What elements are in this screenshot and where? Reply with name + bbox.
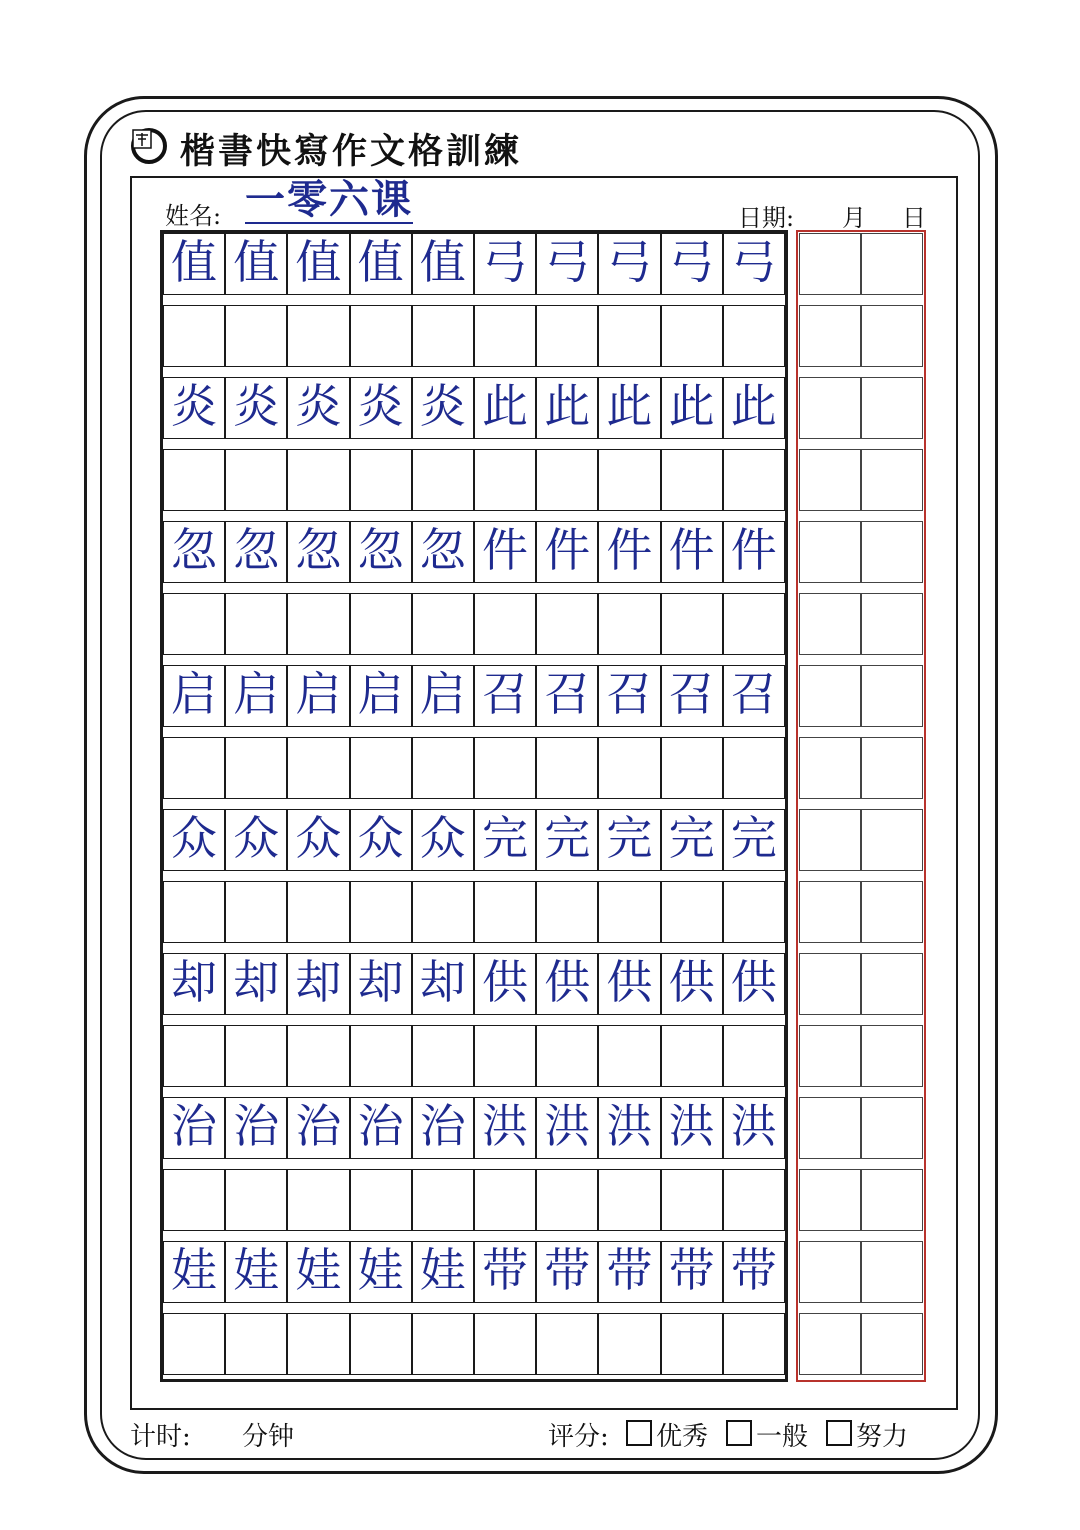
handwritten-character: 带 [668, 1243, 715, 1297]
practice-cell[interactable] [474, 449, 536, 511]
practice-cell[interactable] [723, 737, 785, 799]
practice-cell[interactable] [723, 593, 785, 655]
practice-cell[interactable] [225, 1025, 287, 1087]
practice-cell[interactable] [163, 1313, 225, 1375]
review-cell[interactable] [861, 881, 923, 943]
handwritten-character: 炎 [233, 379, 280, 433]
handwritten-character: 洪 [606, 1099, 653, 1153]
practice-cell[interactable] [536, 305, 598, 367]
handwritten-character: 治 [233, 1099, 280, 1153]
practice-cell[interactable] [287, 737, 349, 799]
handwritten-character: 洪 [544, 1099, 591, 1153]
review-cell[interactable] [799, 665, 861, 727]
rating-checkbox-effort[interactable] [826, 1420, 852, 1446]
practice-cell[interactable] [723, 881, 785, 943]
handwritten-character: 弓 [668, 235, 715, 289]
practice-cell[interactable] [163, 737, 225, 799]
practice-cell[interactable] [412, 1169, 474, 1231]
practice-cell[interactable] [661, 1313, 723, 1375]
review-cell[interactable] [799, 449, 861, 511]
handwritten-character: 完 [544, 811, 591, 865]
handwritten-character: 炎 [357, 379, 404, 433]
handwritten-character: 洪 [730, 1099, 777, 1153]
review-cell[interactable] [799, 593, 861, 655]
practice-cell[interactable] [661, 449, 723, 511]
review-cell[interactable] [799, 1313, 861, 1375]
handwritten-character: 却 [295, 955, 342, 1009]
practice-cell[interactable] [474, 593, 536, 655]
rating-option-excellent: 优秀 [656, 1422, 709, 1452]
review-cell[interactable] [861, 953, 923, 1015]
review-cell[interactable] [799, 1169, 861, 1231]
handwritten-character: 此 [482, 379, 528, 433]
handwritten-character: 治 [357, 1099, 404, 1153]
handwritten-character: 此 [730, 379, 777, 433]
handwritten-character: 带 [730, 1243, 777, 1297]
handwritten-character: 娃 [233, 1243, 280, 1297]
handwritten-character: 完 [668, 811, 715, 865]
minutes-label: 分钟 [242, 1422, 295, 1452]
handwritten-character: 供 [482, 955, 528, 1009]
practice-cell[interactable] [350, 449, 412, 511]
review-cell[interactable] [799, 1025, 861, 1087]
practice-cell[interactable] [598, 1313, 660, 1375]
handwritten-character: 带 [544, 1243, 591, 1297]
practice-cell[interactable] [536, 593, 598, 655]
name-label: 姓名: [165, 202, 222, 230]
practice-cell[interactable] [536, 1169, 598, 1231]
practice-cell[interactable] [598, 881, 660, 943]
practice-cell[interactable] [474, 1313, 536, 1375]
review-cell[interactable] [799, 953, 861, 1015]
handwritten-character: 值 [233, 235, 280, 289]
handwritten-character: 却 [357, 955, 404, 1009]
handwritten-character: 忽 [171, 523, 217, 577]
date-month-label: 月 [842, 204, 866, 232]
handwritten-character: 忽 [419, 523, 466, 577]
practice-cell[interactable] [350, 1313, 412, 1375]
practice-cell[interactable] [350, 881, 412, 943]
practice-cell[interactable] [163, 593, 225, 655]
practice-cell[interactable] [474, 305, 536, 367]
handwritten-character: 件 [606, 523, 653, 577]
practice-cell[interactable] [225, 305, 287, 367]
handwritten-character: 带 [482, 1243, 528, 1297]
practice-cell[interactable] [723, 449, 785, 511]
handwritten-character: 治 [419, 1099, 466, 1153]
handwritten-character: 此 [544, 379, 591, 433]
handwritten-character: 炎 [419, 379, 466, 433]
practice-cell[interactable] [536, 449, 598, 511]
practice-cell[interactable] [536, 1025, 598, 1087]
handwritten-character: 治 [295, 1099, 342, 1153]
practice-cell[interactable] [225, 1169, 287, 1231]
practice-cell[interactable] [723, 1313, 785, 1375]
review-cell[interactable] [799, 377, 861, 439]
handwritten-character: 带 [606, 1243, 653, 1297]
handwritten-character: 众 [419, 811, 466, 865]
handwritten-character: 召 [482, 667, 528, 721]
practice-cell[interactable] [287, 449, 349, 511]
practice-cell[interactable] [723, 1169, 785, 1231]
practice-cell[interactable] [163, 305, 225, 367]
handwritten-character: 娃 [357, 1243, 404, 1297]
practice-cell[interactable] [598, 449, 660, 511]
review-cell[interactable] [861, 305, 923, 367]
rating-option-average: 一般 [756, 1422, 809, 1452]
handwritten-character: 治 [171, 1099, 217, 1153]
practice-cell[interactable] [412, 881, 474, 943]
practice-cell[interactable] [598, 737, 660, 799]
practice-cell[interactable] [412, 1025, 474, 1087]
practice-cell[interactable] [536, 881, 598, 943]
handwritten-character: 忽 [295, 523, 342, 577]
review-cell[interactable] [861, 737, 923, 799]
handwritten-character: 众 [171, 811, 217, 865]
practice-cell[interactable] [225, 737, 287, 799]
handwritten-character: 启 [419, 667, 466, 721]
practice-cell[interactable] [412, 1313, 474, 1375]
handwritten-character: 启 [171, 667, 217, 721]
practice-cell[interactable] [723, 305, 785, 367]
practice-cell[interactable] [287, 881, 349, 943]
handwritten-character: 却 [419, 955, 466, 1009]
practice-cell[interactable] [598, 1025, 660, 1087]
review-cell[interactable] [799, 1097, 861, 1159]
logo-icon [130, 127, 168, 165]
handwritten-character: 供 [606, 955, 653, 1009]
handwritten-character: 供 [544, 955, 591, 1009]
handwritten-character: 洪 [668, 1099, 715, 1153]
practice-cell[interactable] [598, 593, 660, 655]
rating-option-effort: 努力 [856, 1422, 909, 1452]
handwritten-character: 值 [357, 235, 404, 289]
practice-cell[interactable] [598, 305, 660, 367]
practice-cell[interactable] [350, 1025, 412, 1087]
practice-cell[interactable] [412, 305, 474, 367]
review-cell[interactable] [861, 665, 923, 727]
practice-cell[interactable] [474, 1169, 536, 1231]
practice-cell[interactable] [412, 593, 474, 655]
handwritten-character: 供 [668, 955, 715, 1009]
review-cell[interactable] [799, 737, 861, 799]
score-label: 评分: [548, 1422, 609, 1452]
review-cell[interactable] [861, 1025, 923, 1087]
handwritten-character: 供 [730, 955, 777, 1009]
date-label: 日期: [738, 204, 795, 232]
handwritten-character: 娃 [295, 1243, 342, 1297]
practice-cell[interactable] [287, 1169, 349, 1231]
review-cell[interactable] [861, 1097, 923, 1159]
handwritten-character: 启 [357, 667, 404, 721]
handwritten-character: 众 [233, 811, 280, 865]
practice-cell[interactable] [350, 737, 412, 799]
practice-cell[interactable] [163, 449, 225, 511]
practice-cell[interactable] [474, 737, 536, 799]
handwritten-character: 众 [357, 811, 404, 865]
review-cell[interactable] [861, 593, 923, 655]
review-cell[interactable] [799, 809, 861, 871]
practice-cell[interactable] [661, 1169, 723, 1231]
handwritten-character: 洪 [482, 1099, 528, 1153]
handwritten-character: 完 [606, 811, 653, 865]
review-cell[interactable] [861, 377, 923, 439]
practice-cell[interactable] [287, 305, 349, 367]
rating-checkbox-excellent[interactable] [626, 1420, 652, 1446]
handwritten-character: 炎 [171, 379, 217, 433]
handwritten-character: 召 [606, 667, 653, 721]
handwritten-character: 忽 [357, 523, 404, 577]
practice-cell[interactable] [661, 305, 723, 367]
handwritten-character: 弓 [606, 235, 653, 289]
handwritten-character: 完 [482, 811, 528, 865]
handwritten-character: 弓 [482, 235, 528, 289]
practice-cell[interactable] [536, 737, 598, 799]
handwritten-character: 件 [544, 523, 591, 577]
time-label: 计时: [130, 1422, 191, 1452]
practice-cell[interactable] [225, 593, 287, 655]
practice-cell[interactable] [287, 593, 349, 655]
practice-cell[interactable] [163, 881, 225, 943]
handwritten-character: 值 [419, 235, 466, 289]
practice-cell[interactable] [350, 1169, 412, 1231]
practice-cell[interactable] [163, 1025, 225, 1087]
rating-checkbox-average[interactable] [726, 1420, 752, 1446]
practice-cell[interactable] [661, 593, 723, 655]
practice-cell[interactable] [287, 1313, 349, 1375]
handwritten-character: 众 [295, 811, 342, 865]
practice-cell[interactable] [350, 593, 412, 655]
handwritten-character: 值 [171, 235, 217, 289]
practice-cell[interactable] [474, 1025, 536, 1087]
practice-cell[interactable] [163, 1169, 225, 1231]
handwritten-character: 启 [295, 667, 342, 721]
handwritten-character: 召 [730, 667, 777, 721]
review-cell[interactable] [861, 809, 923, 871]
review-cell[interactable] [799, 305, 861, 367]
handwritten-character: 炎 [295, 379, 342, 433]
handwritten-character: 弓 [544, 235, 591, 289]
practice-cell[interactable] [225, 881, 287, 943]
sheet-title: 楷書快寫作文格訓練 [180, 131, 523, 172]
practice-cell[interactable] [474, 881, 536, 943]
handwritten-character: 召 [668, 667, 715, 721]
review-cell[interactable] [861, 521, 923, 583]
handwritten-character: 却 [171, 955, 217, 1009]
handwritten-character: 完 [730, 811, 777, 865]
handwritten-character: 娃 [171, 1243, 217, 1297]
handwritten-character: 值 [295, 235, 342, 289]
practice-cell[interactable] [661, 737, 723, 799]
date-day-label: 日 [902, 204, 926, 232]
handwritten-character: 此 [668, 379, 715, 433]
practice-cell[interactable] [661, 881, 723, 943]
handwritten-character: 件 [730, 523, 777, 577]
practice-cell[interactable] [723, 1025, 785, 1087]
handwritten-character: 忽 [233, 523, 280, 577]
practice-cell[interactable] [412, 449, 474, 511]
handwritten-character: 却 [233, 955, 280, 1009]
review-cell[interactable] [799, 1241, 861, 1303]
review-cell[interactable] [861, 1313, 923, 1375]
handwritten-character: 弓 [730, 235, 777, 289]
review-cell[interactable] [861, 1241, 923, 1303]
name-value: 一零六课 [245, 176, 413, 223]
practice-cell[interactable] [412, 737, 474, 799]
review-cell[interactable] [799, 521, 861, 583]
handwritten-character: 件 [482, 523, 528, 577]
practice-cell[interactable] [598, 1169, 660, 1231]
review-cell[interactable] [799, 233, 861, 295]
handwritten-character: 此 [606, 379, 653, 433]
handwritten-character: 娃 [419, 1243, 466, 1297]
practice-cell[interactable] [287, 1025, 349, 1087]
review-cell[interactable] [861, 449, 923, 511]
handwritten-character: 召 [544, 667, 591, 721]
handwritten-character: 件 [668, 523, 715, 577]
review-cell[interactable] [799, 881, 861, 943]
practice-cell[interactable] [536, 1313, 598, 1375]
handwritten-character: 启 [233, 667, 280, 721]
review-cell[interactable] [861, 233, 923, 295]
practice-cell[interactable] [225, 449, 287, 511]
practice-cell[interactable] [225, 1313, 287, 1375]
review-cell[interactable] [861, 1169, 923, 1231]
practice-cell[interactable] [350, 305, 412, 367]
practice-cell[interactable] [661, 1025, 723, 1087]
